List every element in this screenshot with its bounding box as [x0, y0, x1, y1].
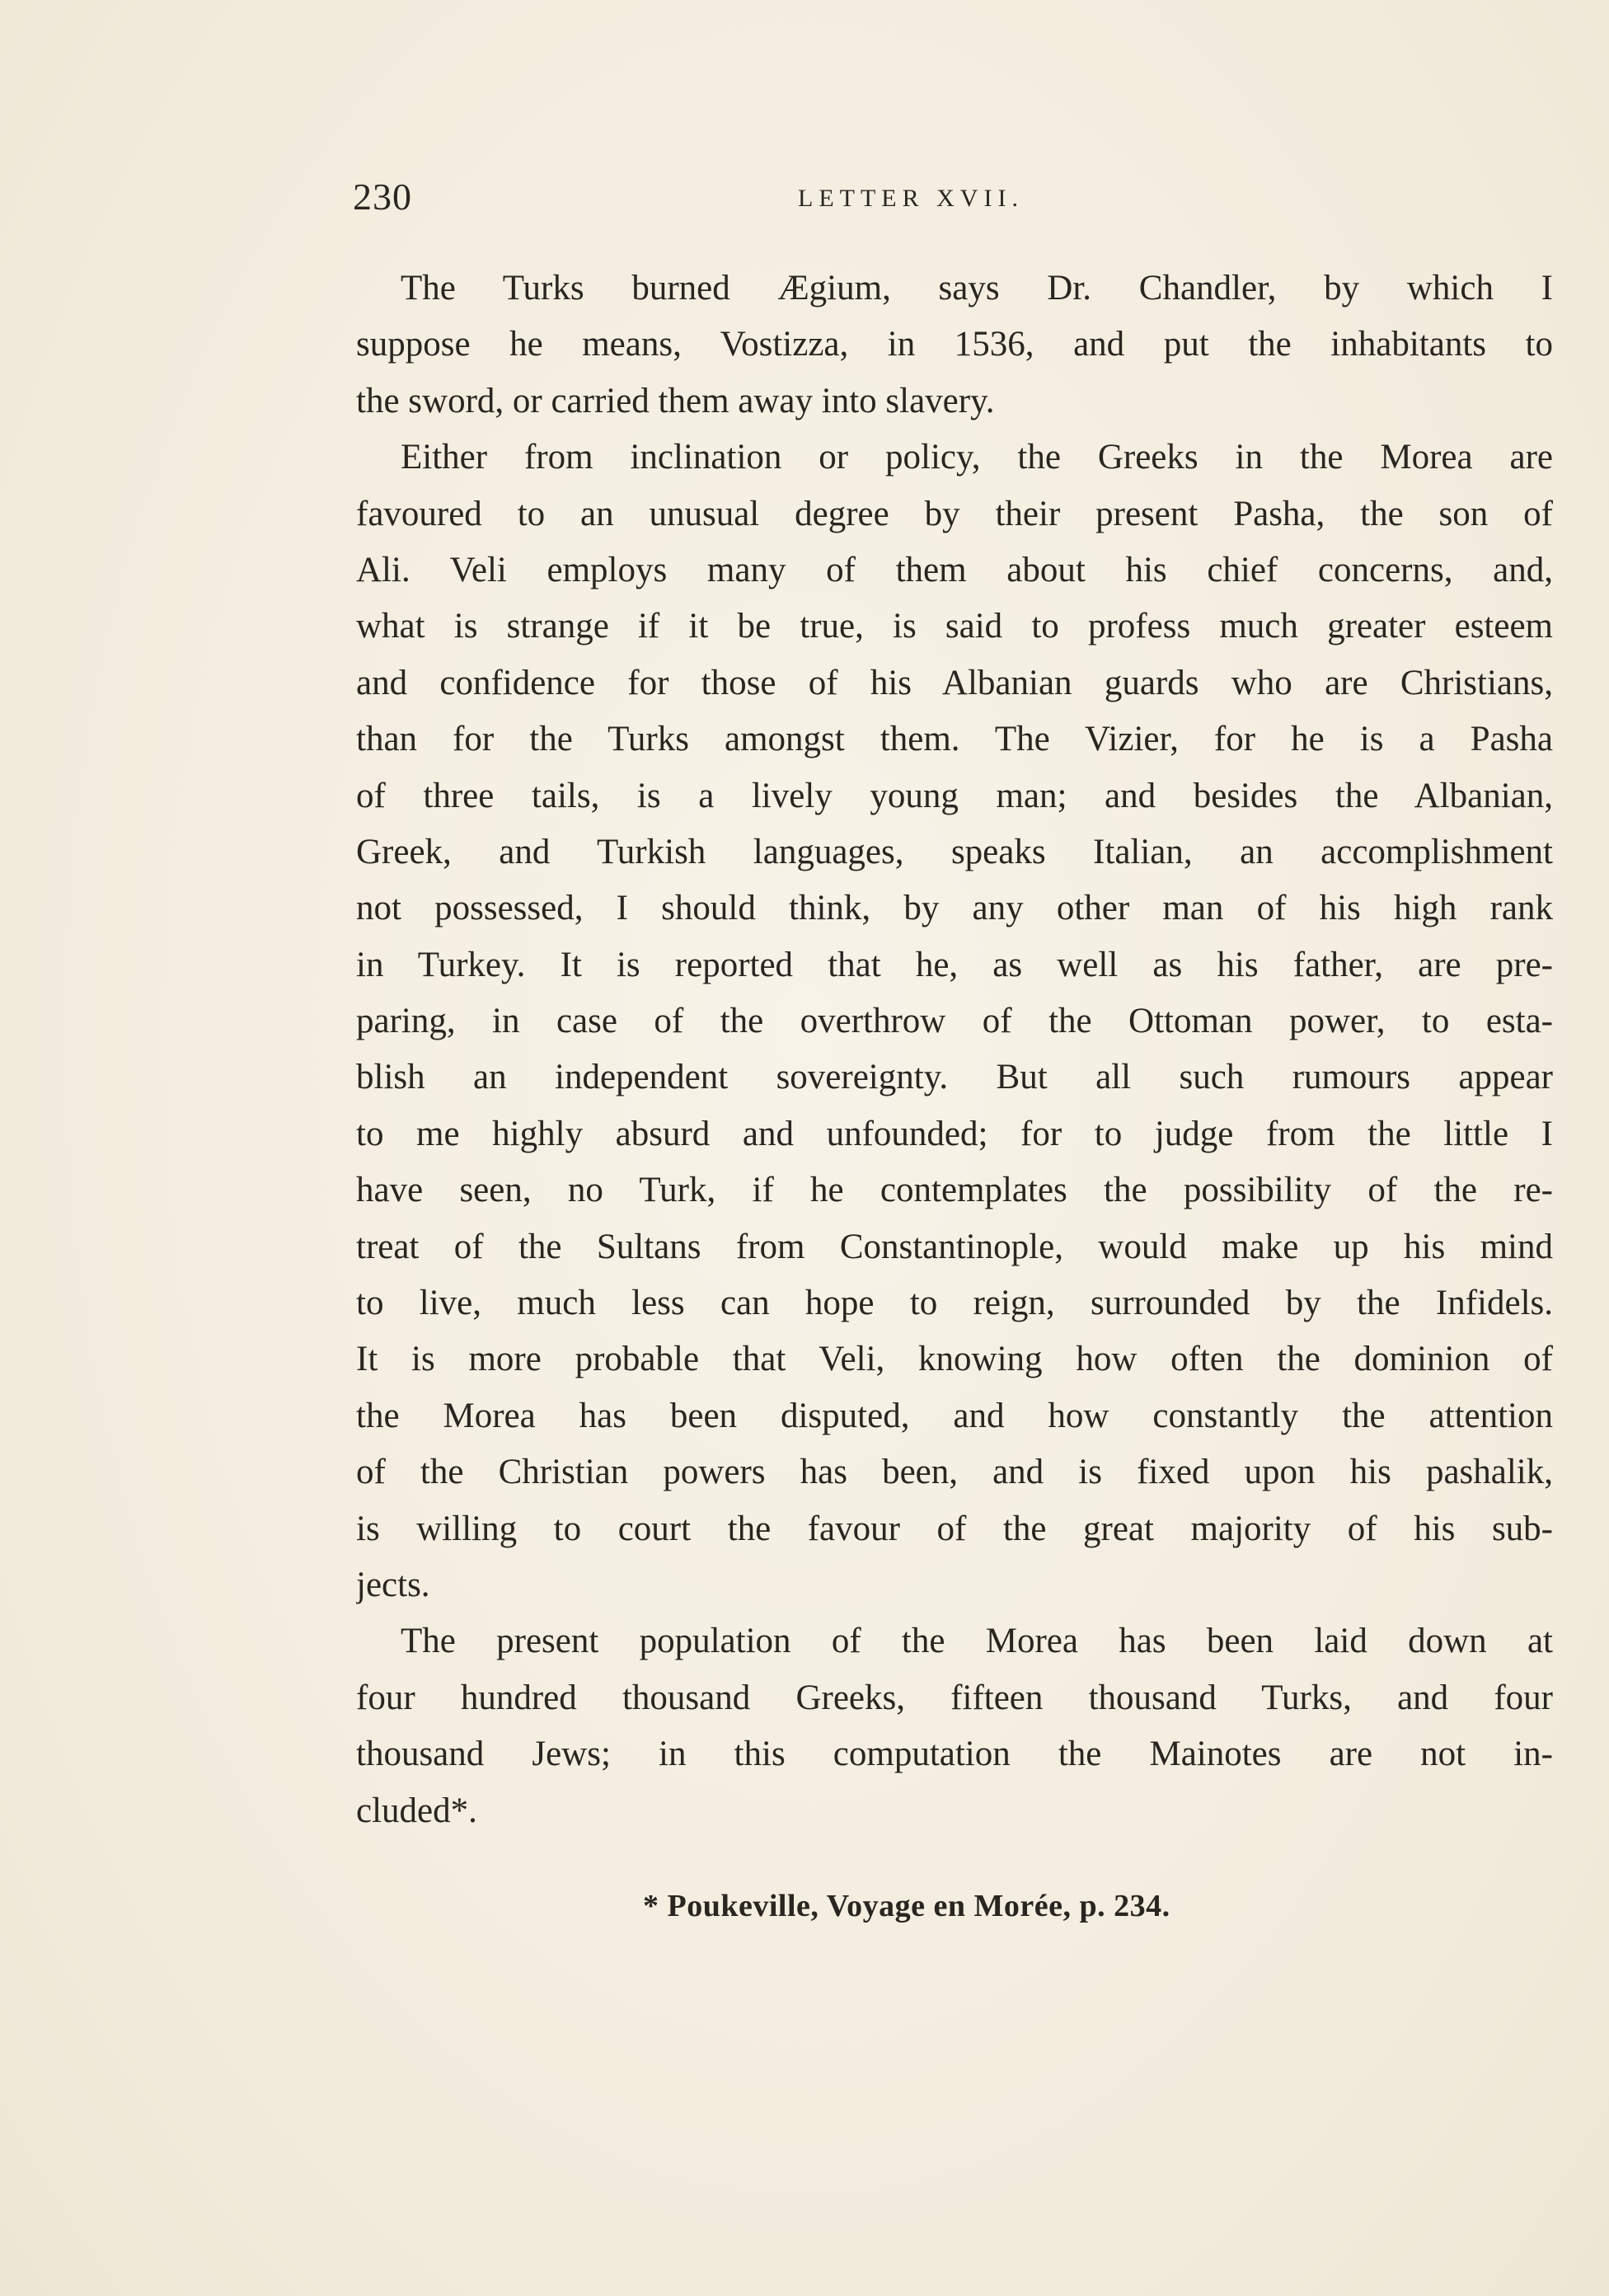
text-line: thousand Jews; in this computation the Mainotes are not in-: [356, 1735, 1553, 1774]
text-line: the Morea has been disputed, and how constantly the attention: [356, 1396, 1553, 1435]
text-line: blish an independent sovereignty. But all such rumours appear: [356, 1058, 1553, 1097]
text-line: Greek, and Turkish languages, speaks Italian, an accomplishment: [356, 832, 1553, 871]
text-line: suppose he means, Vostizza, in 1536, and put the inhabitants to: [356, 325, 1553, 364]
text-line: than for the Turks amongst them. The Vizier, for he is a Pasha: [356, 720, 1553, 759]
text-line: not possessed, I should think, by any other man of his high rank: [356, 889, 1553, 928]
text-line: paring, in case of the overthrow of the Ottoman power, to esta-: [356, 1002, 1553, 1041]
running-title: LETTER XVII.: [798, 185, 1024, 212]
text-line: The present population of the Morea has been laid down at: [401, 1622, 1553, 1661]
text-line: jects.: [356, 1565, 430, 1604]
text-line: four hundred thousand Greeks, fifteen thousand Turks, and four: [356, 1678, 1553, 1717]
text-line: is willing to court the favour of the great majority of his sub-: [356, 1509, 1553, 1548]
text-line: The Turks burned Ægium, says Dr. Chandler, by which I: [401, 269, 1553, 308]
text-line: what is strange if it be true, is said to profess much greater esteem: [356, 607, 1553, 646]
text-line: treat of the Sultans from Constantinople, would make up his mind: [356, 1227, 1553, 1266]
footnote: * Poukeville, Voyage en Morée, p. 234.: [643, 1889, 1170, 1923]
text-line: It is more probable that Veli, knowing how often the dominion of: [356, 1340, 1553, 1379]
text-line: to live, much less can hope to reign, surrounded by the Infidels.: [356, 1284, 1553, 1323]
text-line: of the Christian powers has been, and is fixed upon his pashalik,: [356, 1453, 1553, 1492]
text-line: and confidence for those of his Albanian guards who are Christians,: [356, 663, 1553, 702]
body-text: [356, 261, 1553, 1839]
text-line: favoured to an unusual degree by their present Pasha, the son of: [356, 494, 1553, 533]
text-line: to me highly absurd and unfounded; for to judge from the little I: [356, 1114, 1553, 1153]
page-number: 230: [353, 176, 412, 218]
text-line: the sword, or carried them away into slavery.: [356, 381, 995, 420]
text-line: have seen, no Turk, if he contemplates the possibility of the re-: [356, 1171, 1553, 1210]
text-line: in Turkey. It is reported that he, as well as his father, are pre-: [356, 945, 1553, 984]
text-line: cluded*.: [356, 1791, 477, 1830]
text-line: Ali. Veli employs many of them about his chief concerns, and,: [356, 550, 1553, 589]
running-head: [353, 175, 1556, 224]
text-line: of three tails, is a lively young man; and besides the Albanian,: [356, 776, 1553, 815]
text-line: Either from inclination or policy, the Greeks in the Morea are: [401, 438, 1553, 477]
